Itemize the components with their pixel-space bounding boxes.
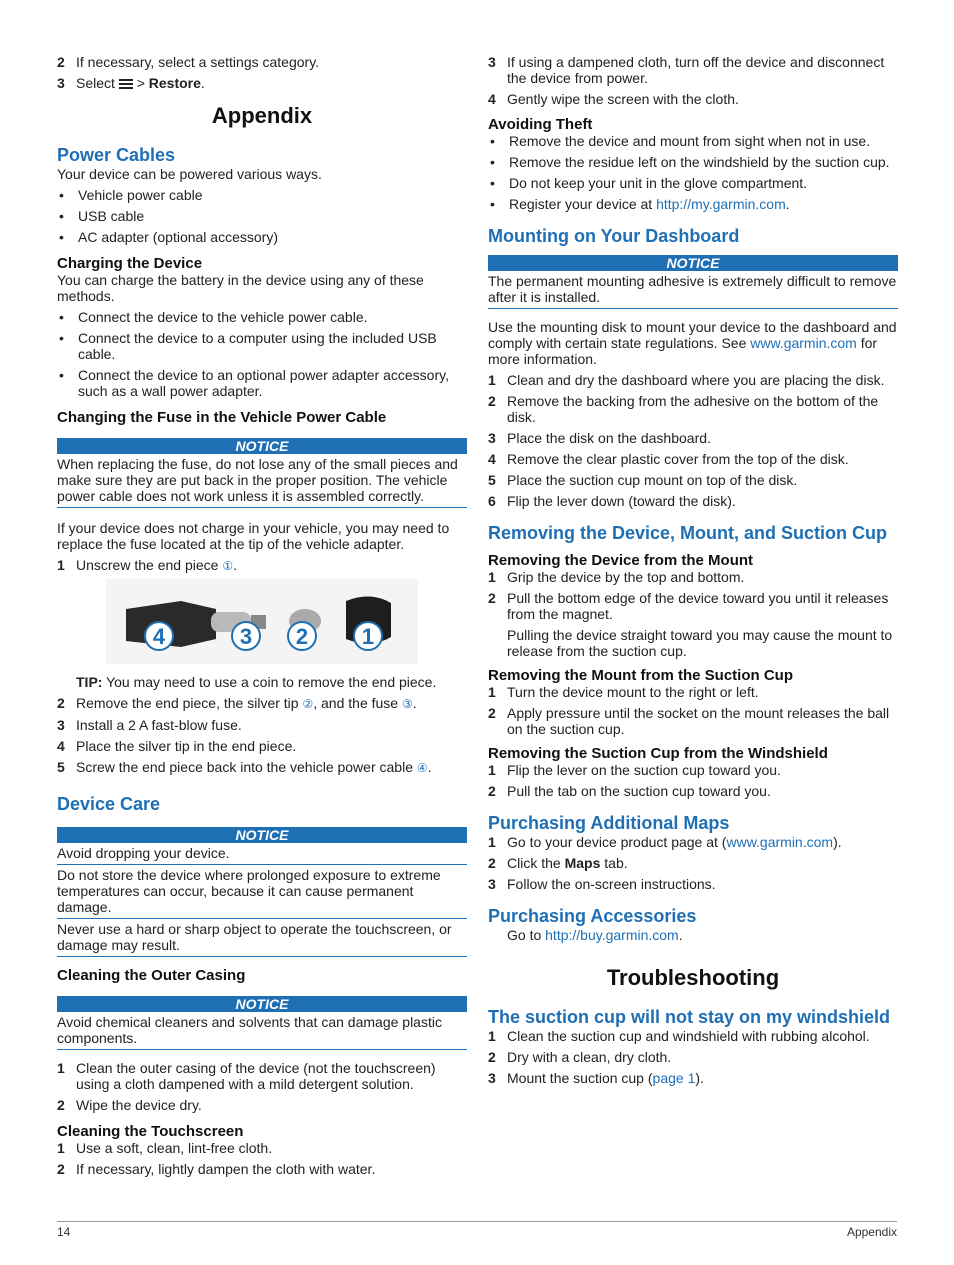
garmin-product-link[interactable]: www.garmin.com	[726, 834, 834, 850]
step-note: Pulling the device straight toward you may cause the mount to release from the suction cup.	[507, 627, 893, 659]
step-text: Wipe the device dry.	[76, 1097, 202, 1113]
paragraph	[488, 927, 898, 943]
image-callout-1: 1	[361, 624, 375, 649]
step	[488, 876, 898, 892]
list-item-text: USB cable	[78, 208, 145, 224]
step-text: Flip the lever on the suction cup toward you.	[507, 762, 781, 778]
subheading-touchscreen: Cleaning the Touchscreen	[57, 1123, 244, 1140]
step-number: 2	[488, 855, 496, 871]
step-text-sep: >	[136, 75, 145, 91]
step-text-body: Screw the end piece back into the vehicle power cable	[76, 759, 413, 775]
step	[488, 372, 898, 388]
step	[57, 1097, 467, 1113]
list-item-text: Connect the device to a computer using the included USB cable.	[78, 330, 437, 362]
subheading-outer-casing: Cleaning the Outer Casing	[57, 967, 246, 984]
step-number: 3	[57, 717, 65, 733]
step-number: 6	[488, 493, 496, 509]
list-item: • Connect the device to the vehicle power cable.	[57, 309, 467, 325]
subheading-mount-from-cup: Removing the Mount from the Suction Cup	[488, 667, 793, 684]
step-text: Use a soft, clean, lint-free cloth.	[76, 1140, 273, 1156]
step-text: Remove the end piece, the silver tip ②, and the fuse ③.	[76, 695, 417, 711]
step	[57, 738, 467, 754]
step-text: If necessary, lightly dampen the cloth with water.	[76, 1161, 376, 1177]
notice-text: The permanent mounting adhesive is extremely difficult to remove after it is installed.	[488, 273, 897, 305]
step-text: Follow the on-screen instructions.	[507, 876, 716, 892]
step	[488, 54, 898, 86]
notice-bar: NOTICE	[57, 438, 467, 454]
step-text: If using a dampened cloth, turn off the device and disconnect the device from power.	[507, 54, 885, 86]
paragraph: Your device can be powered various ways.	[57, 166, 322, 182]
step-number: 3	[57, 75, 65, 91]
step-text-pre: Mount the suction cup (	[507, 1070, 653, 1086]
right-column	[488, 54, 898, 1091]
tip-text: You may need to use a coin to remove the end piece.	[106, 674, 437, 690]
notice-text: Never use a hard or sharp object to operate the touchscreen, or damage may result.	[57, 921, 452, 953]
step-number: 1	[488, 684, 496, 700]
tip	[57, 674, 467, 690]
step	[488, 430, 898, 446]
step	[57, 75, 467, 91]
image-callout-3: 3	[239, 624, 253, 649]
step	[57, 1161, 467, 1177]
step-text-post: tab.	[604, 855, 628, 871]
step-text: Remove the clear plastic cover from the top of the disk.	[507, 451, 849, 467]
image-callout-4: 4	[152, 624, 166, 649]
step-number: 2	[488, 705, 496, 721]
callout-1: ①	[222, 559, 234, 573]
step	[488, 393, 898, 425]
list-item: • AC adapter (optional accessory)	[57, 229, 467, 245]
paragraph-text: .	[678, 927, 683, 943]
step-number: 1	[57, 1140, 65, 1156]
step-text: Clean the suction cup and windshield with rubbing alcohol.	[507, 1028, 870, 1044]
step-text: Clean and dry the dashboard where you are placing the disk.	[507, 372, 885, 388]
step-number: 1	[57, 1060, 65, 1076]
step-text: Gently wipe the screen with the cloth.	[507, 91, 739, 107]
step-text	[76, 75, 467, 91]
notice-body	[488, 271, 898, 309]
list-item: • Remove the residue left on the windshield by the suction cup.	[488, 154, 898, 170]
maps-tab-label: Maps	[564, 855, 601, 871]
step	[488, 684, 898, 700]
step-number: 1	[57, 557, 65, 573]
step-text	[507, 834, 898, 850]
list-item: • Connect the device to a computer using the included USB cable.	[57, 330, 467, 362]
step-text: Turn the device mount to the right or left.	[507, 684, 759, 700]
step-number: 3	[488, 1070, 496, 1086]
section-heading-power-cables: Power Cables	[57, 145, 176, 165]
section-heading-suction-cup: The suction cup will not stay on my windshield	[488, 1007, 891, 1027]
callout-4: ④	[416, 761, 428, 775]
notice-bar: NOTICE	[488, 255, 898, 271]
step	[57, 717, 467, 733]
list-item: • Do not keep your unit in the glove compartment.	[488, 175, 898, 191]
subheading-charging: Charging the Device	[57, 255, 203, 272]
step-text: Place the suction cup mount on top of the disk.	[507, 472, 798, 488]
garmin-link[interactable]: www.garmin.com	[750, 335, 857, 351]
register-text: Register your device at	[509, 196, 653, 212]
step-text-a: Remove the end piece, the silver tip	[76, 695, 299, 711]
step-number: 3	[488, 430, 496, 446]
callout-3: ③	[401, 697, 413, 711]
notice-text: When replacing the fuse, do not lose any of the small pieces and make sure they are put back in the proper position. The vehicle power cable does not work unless it is assembled correctly.	[57, 456, 458, 504]
step	[488, 762, 898, 778]
step-number: 4	[488, 451, 496, 467]
paragraph-text: for more information.	[488, 335, 878, 367]
subheading-device-from-mount: Removing the Device from the Mount	[488, 552, 754, 569]
section-heading-removing: Removing the Device, Mount, and Suction Cup	[488, 523, 888, 543]
step-text	[507, 1070, 898, 1086]
notice-body	[57, 919, 467, 957]
paragraph: If your device does not charge in your vehicle, you may need to replace the fuse located at the tip of the vehicle adapter.	[57, 520, 450, 552]
step-text: Grip the device by the top and bottom.	[507, 569, 745, 585]
notice-body	[57, 454, 467, 508]
step	[57, 759, 467, 776]
step	[488, 834, 898, 850]
paragraph: You can charge the battery in the device using any of these methods.	[57, 272, 424, 304]
page-number: 14	[57, 1225, 71, 1239]
step-number: 2	[488, 1049, 496, 1065]
step	[57, 695, 467, 712]
step-text: Pull the bottom edge of the device toward you until it releases from the magnet.	[507, 590, 889, 622]
list-item-text: Remove the device and mount from sight when not in use.	[509, 133, 871, 149]
notice-text: Do not store the device where prolonged exposure to extreme temperatures can occur, because it can cause permanent damage.	[57, 867, 441, 915]
step	[488, 569, 898, 585]
step-text: Dry with a clean, dry cloth.	[507, 1049, 672, 1065]
step-number: 1	[488, 1028, 496, 1044]
step-number: 2	[57, 54, 65, 70]
step	[488, 1049, 898, 1065]
step-text: If necessary, select a settings category.	[76, 54, 320, 70]
step	[488, 91, 898, 107]
callout-2: ②	[302, 697, 314, 711]
step-number: 4	[488, 91, 496, 107]
step-number: 5	[57, 759, 65, 775]
notice-body	[57, 1012, 467, 1050]
subheading-cup-from-windshield: Removing the Suction Cup from the Windshield	[488, 745, 828, 762]
step	[57, 557, 467, 574]
subheading-fuse: Changing the Fuse in the Vehicle Power Cable	[57, 409, 387, 426]
section-heading-maps: Purchasing Additional Maps	[488, 813, 730, 833]
step-text-pre: Select	[76, 75, 115, 91]
step	[488, 1070, 898, 1086]
notice-body	[57, 843, 467, 865]
step	[488, 590, 898, 622]
notice-text: Avoid dropping your device.	[57, 845, 230, 861]
notice-bar: NOTICE	[57, 827, 467, 843]
list-item: • Remove the device and mount from sight when not in use.	[488, 133, 898, 149]
step-text	[507, 855, 898, 871]
page-title: Appendix	[211, 103, 313, 128]
step-text: Install a 2 A fast-blow fuse.	[76, 717, 242, 733]
step-text: Pull the tab on the suction cup toward you.	[507, 783, 771, 799]
step-number: 3	[488, 54, 496, 70]
tip-label: TIP:	[76, 674, 103, 690]
footer-section: Appendix	[846, 1225, 897, 1239]
step	[488, 493, 898, 509]
step	[488, 451, 898, 467]
my-garmin-link[interactable]: http://my.garmin.com	[656, 196, 786, 212]
paragraph-text: Go to	[507, 927, 542, 943]
step-text-pre: Go to your device product page at (	[507, 834, 727, 850]
paragraph	[488, 319, 898, 367]
step-number: 5	[488, 472, 496, 488]
step-number: 3	[488, 876, 496, 892]
notice-body	[57, 865, 467, 919]
step-number: 1	[488, 834, 496, 850]
buy-garmin-link[interactable]: http://buy.garmin.com	[545, 927, 679, 943]
left-column	[57, 54, 467, 1182]
step-number: 1	[488, 569, 496, 585]
section-heading-accessories: Purchasing Accessories	[488, 906, 697, 926]
list-item-text: Connect the device to the vehicle power cable.	[78, 309, 368, 325]
step-number: 2	[57, 1097, 65, 1113]
step-text: Screw the end piece back into the vehicle power cable ④.	[76, 759, 432, 775]
fuse-diagram	[106, 579, 418, 664]
list-item-text: Vehicle power cable	[78, 187, 203, 203]
step	[488, 783, 898, 799]
step-number: 2	[57, 695, 65, 711]
step-text: Remove the backing from the adhesive on the bottom of the disk.	[507, 393, 879, 425]
subheading-avoiding-theft: Avoiding Theft	[488, 116, 593, 133]
step	[57, 1140, 467, 1156]
step-number: 2	[488, 393, 496, 409]
step	[488, 855, 898, 871]
list-item-text: Remove the residue left on the windshield by the suction cup.	[509, 154, 890, 170]
step	[57, 54, 467, 70]
restore-label: Restore	[148, 75, 201, 91]
step-text-post: ).	[833, 834, 842, 850]
page-footer	[57, 1221, 897, 1239]
paragraph-text: Use the mounting disk to mount your device to the dashboard and comply with certain state regulations. See	[488, 319, 897, 351]
step-text-body: Unscrew the end piece	[76, 557, 219, 573]
step	[488, 472, 898, 488]
list-item: • USB cable	[57, 208, 467, 224]
list-item: • Vehicle power cable	[57, 187, 467, 203]
menu-icon	[119, 79, 133, 90]
step-number: 1	[488, 762, 496, 778]
step	[57, 1060, 467, 1092]
list-item: • Connect the device to an optional power adapter accessory, such as a wall power adapter.	[57, 367, 467, 399]
step-number: 2	[57, 1161, 65, 1177]
step	[488, 705, 898, 737]
step-text: Place the disk on the dashboard.	[507, 430, 711, 446]
step-text: Apply pressure until the socket on the mount releases the ball on the suction cup.	[507, 705, 890, 737]
notice-text: Avoid chemical cleaners and solvents that can damage plastic components.	[57, 1014, 442, 1046]
step-text-pre: Click the	[507, 855, 561, 871]
section-heading-device-care: Device Care	[57, 794, 161, 814]
image-callout-2: 2	[295, 624, 309, 649]
step-text-post: ).	[695, 1070, 704, 1086]
list-item: • Register your device at http://my.garmin.com.	[488, 196, 898, 212]
step-text-post: .	[200, 75, 205, 91]
step	[488, 1028, 898, 1044]
step-text: Flip the lever down (toward the disk).	[507, 493, 736, 509]
page-1-link[interactable]: page 1	[652, 1070, 696, 1086]
list-item-text: Connect the device to an optional power adapter accessory, such as a wall power adapter.	[78, 367, 449, 399]
troubleshooting-title: Troubleshooting	[606, 965, 780, 990]
step-text: Unscrew the end piece ①.	[76, 557, 237, 573]
notice-bar: NOTICE	[57, 996, 467, 1012]
section-heading-dashboard: Mounting on Your Dashboard	[488, 226, 740, 246]
list-item-text: Register your device at http://my.garmin.com.	[509, 196, 790, 212]
list-item-text: AC adapter (optional accessory)	[78, 229, 278, 245]
step-number: 4	[57, 738, 65, 754]
step-number: 2	[488, 783, 496, 799]
step-text-b: , and the fuse	[313, 695, 399, 711]
step-number: 1	[488, 372, 496, 388]
step-text: Clean the outer casing of the device (not the touchscreen) using a cloth dampened with a mild detergent solution.	[76, 1060, 436, 1092]
fuse-assembly-image	[106, 579, 418, 664]
list-item-text: Do not keep your unit in the glove compartment.	[509, 175, 808, 191]
step-number: 2	[488, 590, 496, 606]
step-text: Place the silver tip in the end piece.	[76, 738, 297, 754]
